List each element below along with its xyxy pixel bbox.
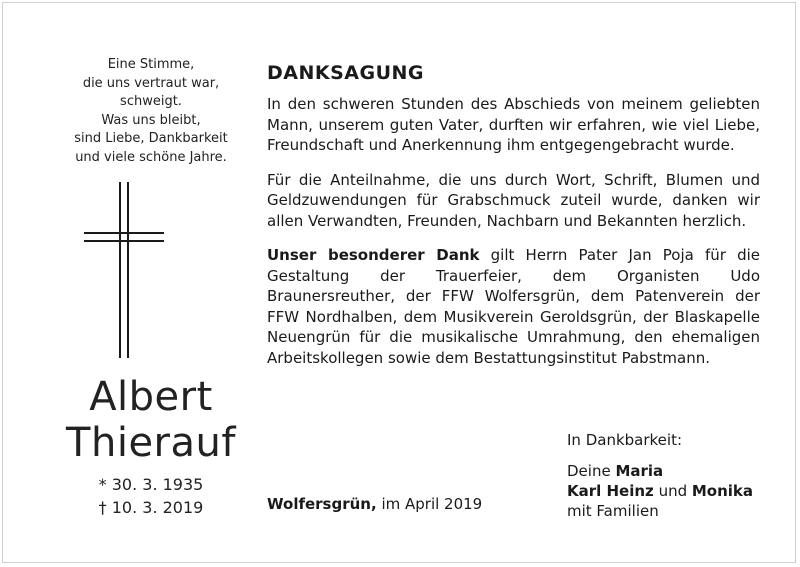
paragraph-3 xyxy=(267,245,760,368)
poem-line: sind Liebe, Dankbarkeit xyxy=(74,131,228,146)
place-town: Wolfersgrün, xyxy=(267,495,377,513)
signoff xyxy=(567,430,753,521)
poem-line: die uns vertraut war, xyxy=(82,75,220,91)
life-dates xyxy=(40,473,262,519)
paragraph-3-text: gilt Herrn Pater Jan Poja für die Gestaltung der Trauerfeier, dem Organisten Udo Braunersreuther, der FFW Wolfersgrün, dem Patenverein der FFW Nordhalben, dem Musikverein Geroldsgrün, der Blaskapelle Neuengrün für die musikalische Umrahmung, den ehemaligen Arbeitskollegen sowie dem Bestattungsinstitut Pabstmann. xyxy=(267,246,760,367)
signoff-line-2 xyxy=(567,481,753,501)
notice-body xyxy=(267,60,760,382)
paragraph-3-emphasis: Unser besonderer Dank xyxy=(267,246,480,264)
poem-line: und viele schöne Jahre. xyxy=(75,149,227,165)
cross-icon xyxy=(84,182,164,358)
notice-heading: DANKSAGUNG xyxy=(267,62,425,84)
poem-line: schweigt. xyxy=(120,94,182,109)
death-date: † 10. 3. 2019 xyxy=(98,498,204,517)
signoff-line-3: mit Familien xyxy=(567,502,659,520)
signoff-and: und xyxy=(653,482,692,500)
signoff-line-1 xyxy=(567,461,753,481)
poem-line: Was uns bleibt, xyxy=(101,112,201,128)
place-date xyxy=(267,494,482,514)
deceased-first-name: Albert xyxy=(89,374,213,420)
deceased-last-name: Thierauf xyxy=(66,420,236,466)
signoff-name-monika: Monika xyxy=(691,482,754,500)
signoff-name-karl-heinz: Karl Heinz xyxy=(567,482,654,500)
signoff-prefix: Deine xyxy=(567,462,616,480)
paragraph-2: Für die Anteilnahme, die uns durch Wort, Schrift, Blumen und Geldzuwendungen für Grabschmuck zuteil wurde, danken wir allen Verwandten, Freunden, Nachbarn und Bekannten herzlich. xyxy=(267,170,760,230)
birth-date: * 30. 3. 1935 xyxy=(98,475,204,494)
place-month: im April 2019 xyxy=(376,495,483,513)
poem-line: Eine Stimme, xyxy=(107,57,195,72)
signoff-name-maria: Maria xyxy=(615,462,664,480)
poem xyxy=(40,56,262,167)
signoff-intro: In Dankbarkeit: xyxy=(567,431,682,449)
paragraph-1: In den schweren Stunden des Abschieds von meinem geliebten Mann, unserem guten Vater, durften wir erfahren, wie viel Liebe, Freundschaft und Anerkennung ihm entgegengebracht wurde. xyxy=(267,95,760,154)
